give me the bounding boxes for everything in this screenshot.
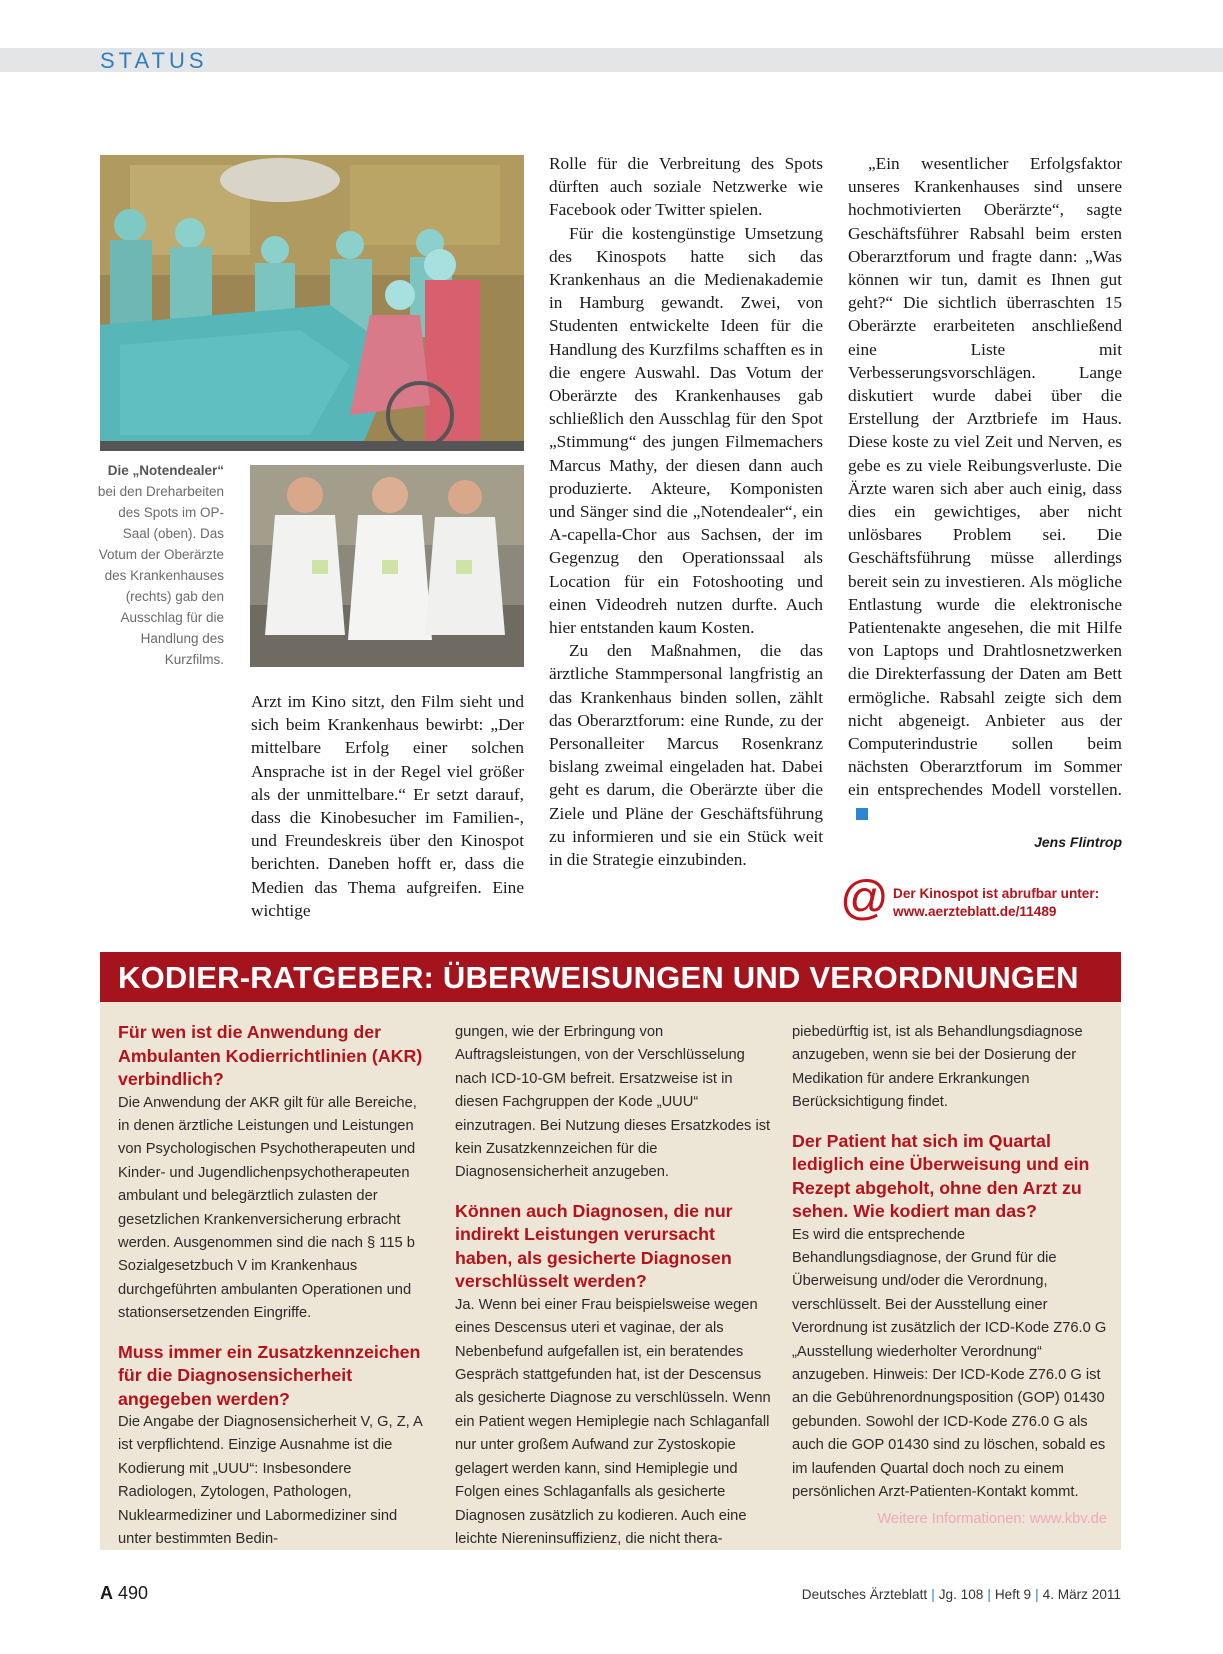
box-column-1 <box>118 1021 423 1552</box>
author-name: Jens Flintrop <box>1034 834 1122 850</box>
box-question: Muss immer ein Zusatzkennzeichen für die Diagnosensicherheit angegeben werden? <box>118 1341 421 1409</box>
article-paragraph: Zu den Maßnahmen, die das ärztliche Stammpersonal langfristig an das Krankenhaus binden sollen, zählt das Oberarztforum: eine Runde, zu der Personalleiter Marcus Rosenkranz bislang zweimal eingeladen hat. Dabei geht es darum, die Oberärzte über die Ziele und Pläne der Geschäftsführung zu informieren und sie ein Stück weit in die Strategie einzubinden. <box>549 641 823 870</box>
spacer <box>792 1115 1107 1130</box>
caption-lead: Die „Notendealer“ <box>107 463 224 478</box>
box-answer: Die Angabe der Diagnosensicherheit V, G, Z, A ist verpflichtend. Einzige Ausnahme ist die Kodierung mit „UUU“: Insbesondere Radiologen, Zytologen, Pathologen, Nuklearmediziner und Labormediziner sind unter bestimmten Bedin- <box>118 1414 423 1548</box>
box-answer: Die Anwendung der AKR gilt für alle Bereiche, in denen ärztliche Leistungen und Leistungen von Psychologischen Psychotherapeuten und Kinder- und Jugendlichenpsychotherapeuten ambulant und belegärztlich zulasten der gesetzlichen Krankenversicherung erbracht werden. Ausgenommen sind die nach § 115 b Sozialgesetzbuch V im Krankenhaus durchgeführten ambulanten Operationen und stationsersetzenden Eingriffe. <box>118 1094 417 1322</box>
box-answer: Ja. Wenn bei einer Frau beispielsweise wegen eines Descensus uteri et vaginae, der als Nebenbefund aufgefallen ist, ein beratendes Gespräch stattgefunden hat, ist der Descensus als gesicherte Diagnose zu verschlüsseln. Wenn ein Patient wegen Hemiplegie nach Schlaganfall nur unter großem Aufwand zur Zystoskopie gelagert werden kann, sind Hemiplegie und Folgen eines Schlaganfalls als gesicherte Diagnosen zusätzlich zu kodieren. Auch eine leichte Niereninsuffizienz, die nicht thera- <box>455 1296 771 1547</box>
article-column-3 <box>848 152 1122 825</box>
link-url[interactable]: www.aerzteblatt.de/11489 <box>893 904 1057 919</box>
link-note <box>893 885 1133 921</box>
spacer <box>455 1185 775 1200</box>
article-paragraph <box>848 152 1122 825</box>
article-paragraph-text: „Ein wesentlicher Erfolgsfaktor unseres Krankenhauses sind unsere hochmotivierten Oberärzte“, sagte Geschäftsführer Rabsahl beim ersten Oberarztforum und fragte dann: „Was können wir tun, damit es Ihnen gut geht?“ Die sichtlich überraschten 15 Oberärzte erarbeiteten anschließend eine Liste mit Verbesserungsvorschlägen. Lange diskutiert wurde dabei über die Erstellung der Arztbriefe im Haus. Diese koste zu viel Zeit und Nerven, es gebe es zu viele Reibungsverluste. Die Ärzte waren sich aber auch einig, dass dies ein gewichtiges, aber nicht unlösbares Problem sei. Die Geschäftsführung müsse allerdings bereit sein zu investieren. Als mögliche Entlastung wurde die elektronische Patientenakte angesehen, die mit Hilfe von Laptops und Drahtlosnetzwerken die Direkterfassung der Daten am Bett ermögliche. Rabsahl zeigte sich dem nicht abgeneigt. Anbieter aus der Computerindustrie sollen beim nächsten Oberarztforum im Sommer ein entsprechendes Modell vorstellen. <box>848 154 1122 800</box>
page-number-value: 490 <box>113 1583 149 1603</box>
doctors-illustration <box>250 465 524 667</box>
box-answer: Es wird die entsprechende Behandlungsdiagnose, der Grund für die Überweisung und/oder die Verordnung, verschlüsselt. Bei der Ausstellung einer Verordnung ist zusätzlich der ICD-Kode Z76.0 G „Ausstellung wiederholter Verordnung“ anzugeben. Hinweis: Der ICD-Kode Z76.0 G ist an die Gebührenordnungsposition (GOP) 01430 gebunden. Sowohl der ICD-Kode Z76.0 G als auch die GOP 01430 sind zu löschen, sobald es im laufenden Quartal doch noch zu einem persönlichen Arzt-Patienten-Kontakt kommt. <box>792 1226 1107 1501</box>
article-paragraph: Rolle für die Verbreitung des Spots dürften auch soziale Netzwerke wie Facebook oder Twitter spielen. <box>549 154 823 220</box>
page-letter: A <box>100 1583 113 1603</box>
caption-text: bei den Dreharbeiten des Spots im OP-Saal (oben). Das Votum der Oberärzte des Krankenhauses (rechts) gab den Ausschlag für die Handlung des Kurzfilms. <box>97 484 224 667</box>
page-number <box>100 1583 148 1604</box>
journal-name: Deutsches Ärzteblatt <box>801 1587 928 1602</box>
box-column-3 <box>792 1021 1107 1505</box>
journal-date: 4. März 2011 <box>1042 1587 1121 1602</box>
box-question: Können auch Diagnosen, die nur indirekt Leistungen verursacht haben, als gesicherte Diagnosen verschlüsselt werden? <box>455 1200 733 1292</box>
photo-doctors <box>250 465 524 667</box>
journal-volume: Jg. 108 <box>938 1587 984 1602</box>
journal-issue: Heft 9 <box>994 1587 1032 1602</box>
box-title: KODIER-RATGEBER: ÜBERWEISUNGEN UND VERORDNUNGEN <box>118 960 1079 995</box>
at-sign-icon: @ <box>840 872 889 925</box>
end-mark-icon <box>856 808 868 820</box>
journal-info: Deutsches Ärzteblatt | Jg. 108 | Heft 9 | 4. März 2011 <box>801 1587 1121 1602</box>
box-question: Der Patient hat sich im Quartal lediglich eine Überweisung und ein Rezept abgeholt, ohne den Arzt zu sehen. Wie kodiert man das? <box>792 1130 1090 1222</box>
box-column-2 <box>455 1021 775 1551</box>
article-column-2 <box>549 152 823 871</box>
box-answer: gungen, wie der Erbringung von Auftragsleistungen, von der Verschlüsselung nach ICD-10-GM befreit. Ersatzweise ist in diesen Fachgruppen der Kode „UUU“ einzutragen. Bei Nutzung dieses Ersatzkodes ist kein Zusatzkennzeichen für die Diagnosensicherheit anzugeben. <box>455 1024 771 1181</box>
photo-operating-room <box>100 155 524 451</box>
photo-caption <box>96 460 224 670</box>
more-info-link[interactable]: Weitere Informationen: www.kbv.de <box>877 1511 1107 1527</box>
box-question: Für wen ist die Anwendung der Ambulanten Kodierrichtlinien (AKR) verbindlich? <box>118 1022 423 1089</box>
section-label: STATUS <box>100 48 208 73</box>
article-paragraph: Für die kostengünstige Umsetzung des Kinospots hatte sich das Krankenhaus an die Medienakademie in Hamburg gewandt. Zwei, von Studenten entwickelte Ideen für die Handlung des Kurzfilms schafften es in die engere Auswahl. Das Votum der Oberärzte des Krankenhauses gab schließlich den Ausschlag für den Spot „Stimmung“ des jungen Filmemachers Marcus Mathy, der diesen dann auch produzierte. Akteure, Komponisten und Sänger sind die „Notendealer“, ein A-capella-Chor aus Sachsen, der im Gegenzug den Operationssaal als Location für ein Fotoshooting und einen Videodreh nutzen durfte. Auch hier entstanden kaum Kosten. <box>549 223 823 638</box>
article-column-1 <box>251 690 524 922</box>
box-answer: piebedürftig ist, ist als Behandlungsdiagnose anzugeben, wenn sie bei der Dosierung der Medikation für andere Erkrankungen Berücksichtigung findet. <box>792 1024 1083 1111</box>
operating-room-illustration <box>100 155 524 451</box>
article-paragraph: Arzt im Kino sitzt, den Film sieht und sich beim Krankenhaus bewirbt: „Der mittelbare Erfolg einer solchen Ansprache ist in der Regel viel größer als der unmittelbare.“ Er setzt darauf, dass die Kinobesucher im Familien-, und Freundeskreis über den Kinospot berichten. Daneben hofft er, dass die Medien das Thema aufgreifen. Eine wichtige <box>251 692 524 920</box>
link-label: Der Kinospot ist abrufbar unter: <box>893 886 1100 901</box>
